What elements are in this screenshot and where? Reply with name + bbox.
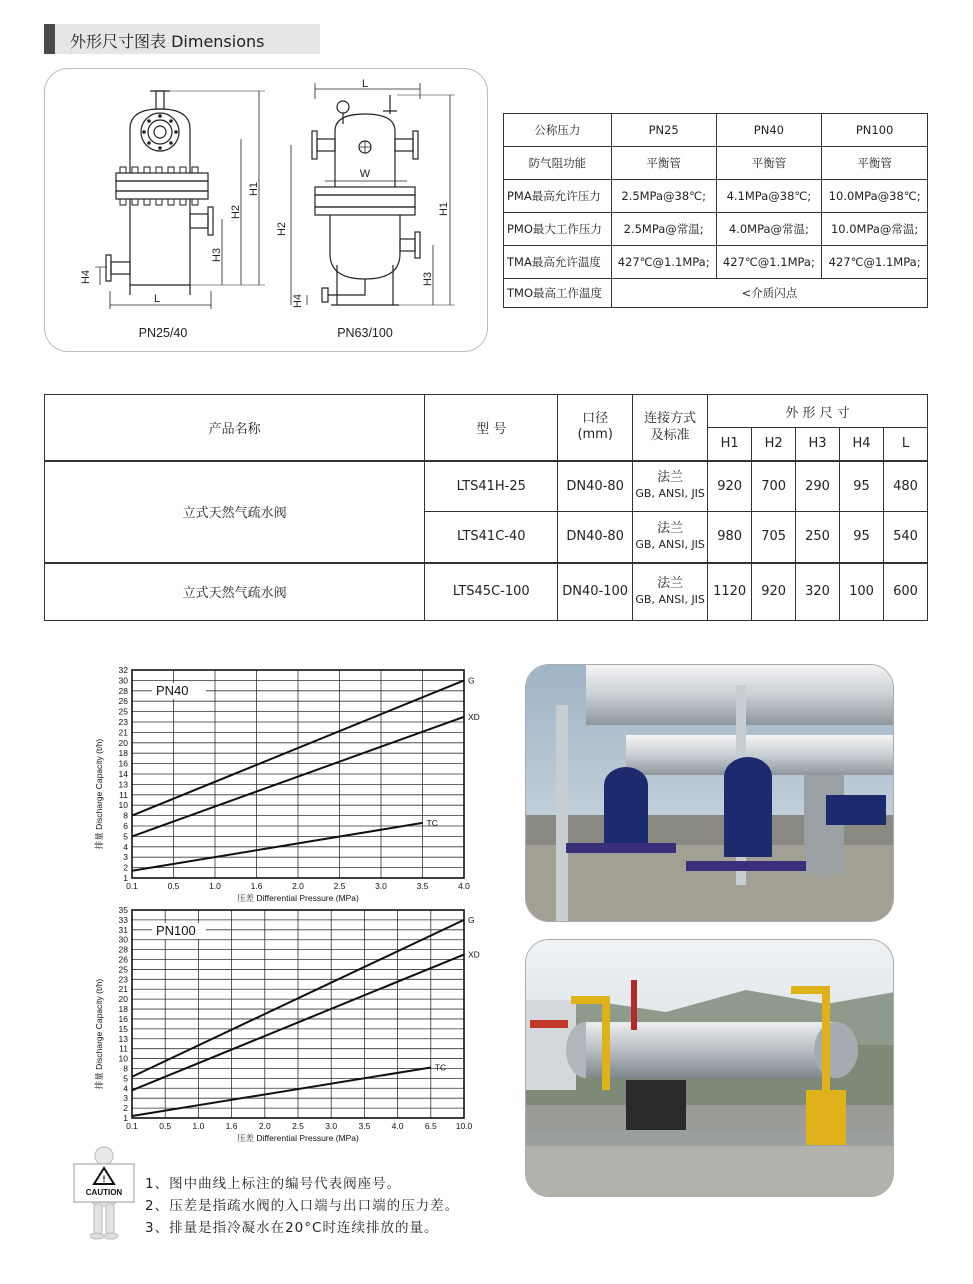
table-cell: 平衡管 <box>716 147 822 180</box>
y-tick-label: 32 <box>118 665 128 675</box>
table-header-cell: H1 <box>708 428 752 461</box>
notes <box>145 1173 459 1239</box>
table-cell: DN40-100 <box>558 563 633 621</box>
table-cell: 平衡管 <box>611 147 716 180</box>
table-cell: 250 <box>796 512 840 563</box>
table-cell: LTS41H-25 <box>425 461 558 512</box>
table-header-cell: PN25 <box>611 114 716 147</box>
x-tick-label: 6.5 <box>424 1121 437 1131</box>
table-cell: 320 <box>796 563 840 621</box>
table-header-cell: PN40 <box>716 114 822 147</box>
x-tick-label: 3.0 <box>375 881 387 891</box>
table-row <box>504 279 928 308</box>
chart-title: PN40 <box>156 683 189 698</box>
table-cell: 427℃@1.1MPa; <box>716 246 822 279</box>
y-tick-label: 2 <box>123 1103 128 1114</box>
x-tick-label: 0.1 <box>126 1121 138 1131</box>
table-cell: 540 <box>883 512 927 563</box>
table-header-cell: 公称压力 <box>504 114 612 147</box>
table-cell <box>633 563 708 621</box>
table-cell: 1120 <box>708 563 752 621</box>
y-tick-label: 5 <box>123 831 128 842</box>
table-cell: <介质闪点 <box>611 279 927 308</box>
table-cell: 920 <box>752 563 796 621</box>
series-label-g: G <box>468 675 475 686</box>
table-cell: 705 <box>752 512 796 563</box>
table-cell: 980 <box>708 512 752 563</box>
chart-pn100 <box>84 902 484 1148</box>
conn-type: 法兰 <box>657 470 684 486</box>
table-cell <box>633 461 708 512</box>
table-row <box>45 563 928 621</box>
y-tick-label: 15 <box>118 1023 128 1034</box>
drawing-caption-right: PN63/100 <box>337 326 393 340</box>
note-item: 1、图中曲线上标注的编号代表阀座号。 <box>145 1176 402 1192</box>
table-cell: 2.5MPa@常温; <box>611 213 716 246</box>
table-header-cell: PN100 <box>822 114 928 147</box>
pn63-100-drawing <box>291 83 455 305</box>
chart-title: PN100 <box>156 923 196 938</box>
table-cell: 480 <box>883 461 927 512</box>
y-tick-label: 18 <box>118 748 128 759</box>
series-label-xd: XD <box>468 711 480 722</box>
y-tick-label: 33 <box>118 914 128 925</box>
table-cell: 立式天然气疏水阀 <box>45 461 425 563</box>
table-cell <box>633 512 708 563</box>
y-tick-label: 30 <box>118 675 128 686</box>
pn25-40-drawing <box>95 91 265 309</box>
table-cell: DN40-80 <box>558 512 633 563</box>
x-tick-label: 3.5 <box>358 1121 371 1131</box>
y-tick-label: 8 <box>123 810 128 821</box>
dimensions-table <box>44 394 928 621</box>
table-row <box>504 147 928 180</box>
x-tick-label: 2.5 <box>292 1121 304 1131</box>
series-label-tc: TC <box>426 817 438 828</box>
table-cell: 290 <box>796 461 840 512</box>
y-tick-label: 16 <box>118 758 128 769</box>
table-row <box>45 461 928 512</box>
caution-label: CAUTION <box>85 1188 123 1197</box>
installation-photo-1 <box>525 664 894 922</box>
y-axis-label: 排量 Discharge Capacity (t/h) <box>94 738 104 850</box>
table-cell: 平衡管 <box>822 147 928 180</box>
table-row <box>504 180 928 213</box>
dimension-drawings <box>45 69 489 353</box>
y-tick-label: 21 <box>118 727 128 738</box>
table-cell: 防气阻功能 <box>504 147 612 180</box>
table-header-cell: L <box>883 428 927 461</box>
table-header-cell: H3 <box>796 428 840 461</box>
y-tick-label: 8 <box>123 1063 128 1074</box>
conn-std: GB, ANSI, JIS <box>635 487 705 501</box>
y-tick-label: 5 <box>123 1073 128 1084</box>
dim-label-h4-right: H4 <box>292 293 304 309</box>
note-item: 3、排量是指冷凝水在20°C时连续排放的量。 <box>145 1220 439 1236</box>
y-tick-label: 20 <box>118 737 128 748</box>
series-line-tc <box>132 1067 431 1116</box>
table-cell: PMA最高允许压力 <box>504 180 612 213</box>
pressure-spec-table <box>503 113 928 308</box>
y-tick-label: 4 <box>123 841 128 852</box>
conn-std: GB, ANSI, JIS <box>635 592 705 606</box>
y-axis-label: 排量 Discharge Capacity (t/h) <box>94 978 104 1090</box>
table-header-cell: H2 <box>752 428 796 461</box>
svg-text:!: ! <box>102 1174 106 1184</box>
dimension-drawings-panel <box>44 68 488 352</box>
dim-label-h3-left: H3 <box>211 247 223 263</box>
y-tick-label: 26 <box>118 696 128 707</box>
table-header-cell: H4 <box>840 428 884 461</box>
y-tick-label: 25 <box>118 964 128 975</box>
dim-label-h3-right: H3 <box>422 271 434 287</box>
table-cell: 95 <box>840 512 884 563</box>
table-cell: 立式天然气疏水阀 <box>45 563 425 621</box>
y-tick-label: 13 <box>118 1033 128 1044</box>
y-tick-label: 11 <box>119 789 128 800</box>
header-bar <box>44 24 55 54</box>
dim-label-l-left: L <box>153 293 161 305</box>
x-tick-label: 3.5 <box>416 881 429 891</box>
x-tick-label: 2.0 <box>292 881 304 891</box>
table-cell: DN40-80 <box>558 461 633 512</box>
table-header-cell: 连接方式 及标准 <box>633 395 708 461</box>
note-item: 2、压差是指疏水阀的入口端与出口端的压力差。 <box>145 1198 460 1214</box>
dim-label-h2-right: H2 <box>276 221 288 237</box>
conn-type: 法兰 <box>657 520 684 536</box>
table-cell: 95 <box>840 461 884 512</box>
y-tick-label: 30 <box>118 934 128 945</box>
dim-label-h4-left: H4 <box>80 269 92 285</box>
table-cell: 10.0MPa@38℃; <box>822 180 928 213</box>
y-tick-label: 20 <box>118 994 128 1005</box>
x-tick-label: 3.0 <box>325 1121 338 1131</box>
y-tick-label: 26 <box>118 954 128 965</box>
x-axis-label: 压差 Differential Pressure (MPa) <box>237 1133 359 1143</box>
y-tick-label: 4 <box>123 1083 128 1094</box>
dim-label-h1-left: H1 <box>248 181 260 197</box>
y-tick-label: 18 <box>118 1004 128 1015</box>
x-tick-label: 2.0 <box>258 1121 271 1131</box>
table-row <box>504 114 928 147</box>
x-tick-label: 1.6 <box>250 881 263 891</box>
y-tick-label: 1 <box>123 873 128 883</box>
table-cell: 10.0MPa@常温; <box>822 213 928 246</box>
x-tick-label: 1.6 <box>225 1121 238 1131</box>
table-cell: TMA最高允许温度 <box>504 246 612 279</box>
y-tick-label: 10 <box>118 1053 128 1064</box>
table-cell: 4.1MPa@38℃; <box>716 180 822 213</box>
y-tick-label: 2 <box>123 862 128 873</box>
x-tick-label: 4.0 <box>458 881 470 891</box>
series-label-g: G <box>468 914 475 925</box>
table-cell: 427℃@1.1MPa; <box>611 246 716 279</box>
x-axis-label: 压差 Differential Pressure (MPa) <box>237 893 359 903</box>
x-tick-label: 4.0 <box>391 1121 404 1131</box>
table-row <box>45 395 928 428</box>
table-cell: 427℃@1.1MPa; <box>822 246 928 279</box>
chart-pn40 <box>84 662 484 908</box>
table-cell: 100 <box>840 563 884 621</box>
drawing-caption-left: PN25/40 <box>138 326 188 340</box>
y-tick-label: 14 <box>118 769 128 779</box>
y-tick-label: 35 <box>118 905 128 915</box>
table-row <box>504 213 928 246</box>
y-tick-label: 31 <box>118 924 128 935</box>
table-cell: 4.0MPa@常温; <box>716 213 822 246</box>
table-cell: LTS45C-100 <box>425 563 558 621</box>
dim-label-l-right: L <box>361 78 369 90</box>
y-tick-label: 1 <box>123 1113 128 1123</box>
series-label-xd: XD <box>468 949 480 960</box>
dim-label-h2-left: H2 <box>230 204 242 220</box>
table-cell: 920 <box>708 461 752 512</box>
x-tick-label: 0.5 <box>159 1121 172 1131</box>
table-header-cell: 型 号 <box>425 395 558 461</box>
table-row <box>504 246 928 279</box>
y-tick-label: 13 <box>118 779 128 790</box>
y-tick-label: 23 <box>118 974 128 985</box>
y-tick-label: 3 <box>123 852 128 863</box>
section-header <box>44 24 320 54</box>
table-cell: 700 <box>752 461 796 512</box>
x-tick-label: 1.0 <box>192 1121 205 1131</box>
dim-label-w-right: W <box>359 168 371 180</box>
table-header-cell: 口径 (mm) <box>558 395 633 461</box>
y-tick-label: 28 <box>118 944 128 955</box>
x-tick-label: 0.5 <box>167 881 180 891</box>
section-title: 外形尺寸图表 Dimensions <box>70 32 265 51</box>
table-header-cell: 产品名称 <box>45 395 425 461</box>
x-tick-label: 10.0 <box>455 1121 473 1131</box>
y-tick-label: 28 <box>118 685 128 696</box>
x-tick-label: 2.5 <box>333 881 346 891</box>
y-tick-label: 10 <box>118 800 128 811</box>
y-tick-label: 23 <box>118 717 128 727</box>
x-tick-label: 0.1 <box>126 881 138 891</box>
x-tick-label: 1.0 <box>209 881 221 891</box>
y-tick-label: 3 <box>123 1093 128 1104</box>
table-cell: TMO最高工作温度 <box>504 279 612 308</box>
table-header-cell: 外 形 尺 寸 <box>708 395 928 428</box>
series-label-tc: TC <box>434 1062 447 1073</box>
y-tick-label: 6 <box>123 821 128 831</box>
conn-std: GB, ANSI, JIS <box>635 537 705 551</box>
conn-type: 法兰 <box>657 575 684 591</box>
table-cell: 600 <box>883 563 927 621</box>
y-tick-label: 21 <box>118 984 128 995</box>
y-tick-label: 16 <box>118 1013 128 1024</box>
y-tick-label: 25 <box>118 706 128 717</box>
caution-figure <box>72 1146 136 1246</box>
table-cell: PMO最大工作压力 <box>504 213 612 246</box>
dim-label-h1-right: H1 <box>438 201 450 217</box>
y-tick-label: 11 <box>119 1043 128 1054</box>
installation-photo-2 <box>525 939 894 1197</box>
table-cell: LTS41C-40 <box>425 512 558 563</box>
table-cell: 2.5MPa@38℃; <box>611 180 716 213</box>
